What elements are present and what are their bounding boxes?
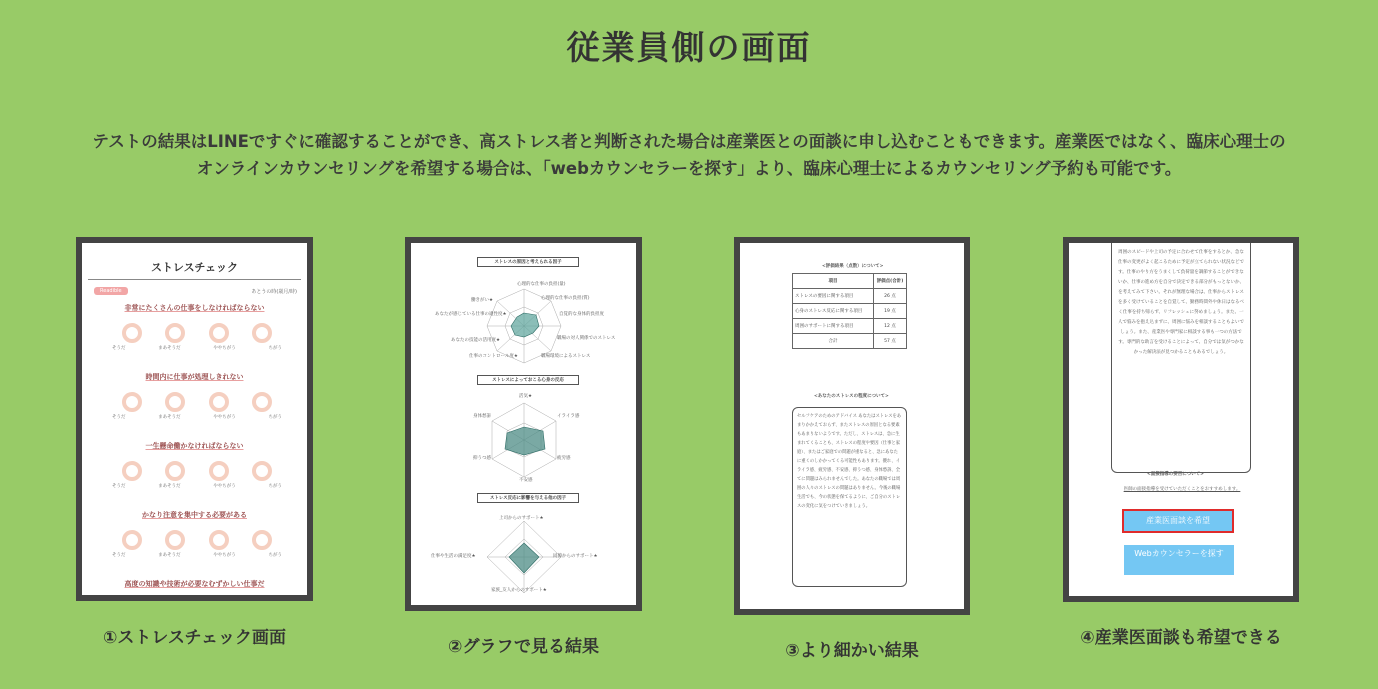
radar-label: 職場環境によるストレス: [541, 354, 591, 359]
caption-3: ③より細かい結果: [785, 641, 919, 661]
radio-option[interactable]: [209, 323, 229, 343]
screenshot-doctor-interview: [1063, 237, 1299, 602]
find-web-counselor-button[interactable]: Webカウンセラーを探す: [1124, 545, 1234, 575]
divider: [88, 279, 301, 280]
option-label: そうだ: [112, 346, 126, 351]
stress-check-heading: ストレスチェック: [150, 261, 239, 274]
question-2: 時間内に仕事が処理しきれない: [145, 373, 244, 381]
row-item: ストレスの要因に関する項目: [793, 289, 874, 304]
radar-label: 職場の対人関係でのストレス: [557, 336, 616, 341]
caption-2: ②グラフで見る結果: [448, 637, 599, 657]
guidance-title: <面接指導の要否について>: [1147, 472, 1204, 477]
option-label: まあそうだ: [158, 415, 181, 420]
radar-label: 仕事のコントロール度★: [469, 354, 518, 359]
section-heading-2: ストレスによっておこる心身の反応: [477, 375, 579, 385]
option-label: ちがう: [268, 484, 282, 489]
question-5: 高度の知識や技術が必要なむずかしい仕事だ: [124, 580, 265, 588]
question-4: かなり注意を集中する必要がある: [142, 511, 247, 519]
radar-label: 自覚的な身体的負担度: [559, 312, 604, 317]
radio-option[interactable]: [209, 392, 229, 412]
column-header-score: 評価点(合計): [874, 274, 907, 289]
radio-option[interactable]: [209, 461, 229, 481]
screenshot-stress-check: [76, 237, 313, 601]
score-table-title: <評価結果（点数）について>: [822, 264, 884, 269]
answer-options-4: [122, 530, 272, 550]
doctor-interview-screen: [1069, 243, 1293, 596]
option-labels-1: [112, 345, 282, 351]
radar-label: 上司からのサポート★: [499, 516, 544, 521]
radar-label: 働きがい★: [471, 298, 494, 303]
row-score: 26 点: [874, 289, 907, 304]
table-row: [793, 304, 907, 319]
option-labels-3: [112, 483, 282, 489]
table-row: [793, 319, 907, 334]
radar-label: あなたが感じている仕事の適性度★: [435, 312, 507, 317]
radio-option[interactable]: [122, 392, 142, 412]
option-label: そうだ: [112, 484, 126, 489]
row-item: 心身のストレス反応に関する項目: [793, 304, 874, 319]
answer-options-3: [122, 461, 272, 481]
radio-option[interactable]: [122, 323, 142, 343]
radar-label: 身体愁訴: [473, 414, 491, 419]
option-label: そうだ: [112, 415, 126, 420]
radar-label: 不安感: [519, 478, 533, 483]
radio-option[interactable]: [165, 323, 185, 343]
radio-option[interactable]: [252, 392, 272, 412]
radio-option[interactable]: [165, 392, 185, 412]
radar-label: 心理的な仕事の負担(質): [541, 296, 590, 301]
section-heading-3: ストレス反応に影響を与える他の因子: [477, 493, 579, 503]
option-labels-2: [112, 414, 282, 420]
radar-label: 疲労感: [557, 456, 571, 461]
row-score: 57 点: [874, 334, 907, 349]
page-title: 従業員側の画面: [566, 28, 812, 67]
radio-option[interactable]: [252, 530, 272, 550]
option-label: ややちがう: [213, 415, 236, 420]
option-label: そうだ: [112, 553, 126, 558]
screenshot-graph-result: [405, 237, 642, 611]
answer-options-1: [122, 323, 272, 343]
advice-box: [792, 407, 907, 587]
guidance-text: 医師の面接指導を受けていただくことをおすすめします。: [1123, 487, 1241, 492]
section-heading-1: ストレスの原因と考えられる因子: [477, 257, 579, 267]
radar-label: 活気★: [519, 394, 533, 399]
option-label: ややちがう: [213, 484, 236, 489]
advice-box: [1111, 243, 1251, 473]
description-line-2: オンラインカウンセリングを希望する場合は、「webカウンセラーを探す」より、臨床心理士によるカウンセリング予約も可能です。: [196, 159, 1182, 178]
request-doctor-interview-button[interactable]: 産業医面談を希望: [1122, 509, 1234, 533]
radio-option[interactable]: [209, 530, 229, 550]
score-table: [792, 273, 907, 349]
radar-label: 抑うつ感: [473, 456, 491, 461]
radar-label: 同僚からのサポート★: [553, 554, 598, 559]
question-3: 一生懸命働かなければならない: [145, 442, 244, 450]
detailed-result-screen: [740, 243, 964, 609]
table-row: [793, 334, 907, 349]
row-item: 周囲のサポートに関する項目: [793, 319, 874, 334]
option-label: ややちがう: [213, 346, 236, 351]
option-labels-4: [112, 552, 282, 558]
option-label: まあそうだ: [158, 484, 181, 489]
row-item: 合計: [793, 334, 874, 349]
column-header-item: 項目: [793, 274, 874, 289]
option-label: ちがう: [268, 415, 282, 420]
date-label: あとうの時(歳月/時): [251, 289, 297, 295]
description-line-1: テストの結果はLINEですぐに確認することができ、高ストレス者と判断された場合は産業医との面談に申し込むこともできます。産業医ではなく、臨床心理士の: [92, 132, 1286, 151]
graph-result-screen: [411, 243, 636, 605]
answer-options-2: [122, 392, 272, 412]
radio-option[interactable]: [122, 461, 142, 481]
radar-chart-1: [411, 271, 636, 381]
row-score: 12 点: [874, 319, 907, 334]
radar-label: イライラ感: [557, 414, 580, 419]
advice-text: 周囲のスピードや上司の予定に合わせて仕事をするとか、急な仕事の変更がよく起こるために予定が立てられない状況などです。仕事のやり方をうまくして負荷量を調節することができないか、仕事の進め方を自分で決定できる部分がもっとないか、を考えてみて下さい。それが無理な場合は、仕事からストレスを多く受けていることを自覚して、勤務時間外や休日はなるべく仕事を持ち帰らず、リフレッシュに努めましょう。また、一人で悩みを抱え込まずに、周囲に悩みを相談することもよいでしょう。また、産業医や専門家に相談する事も一つの方法です。専門的な助言を受けることによって、自分では気がつかなかった解決法が見つかることもあるでしょう。: [1118, 250, 1244, 355]
row-score: 19 点: [874, 304, 907, 319]
readible-tag: Readible: [94, 287, 128, 295]
question-1: 非常にたくさんの仕事をしなければならない: [124, 304, 265, 312]
radio-option[interactable]: [122, 530, 142, 550]
radio-option[interactable]: [252, 323, 272, 343]
option-label: まあそうだ: [158, 346, 181, 351]
page-description: [30, 128, 1348, 182]
screenshot-detailed-result: [734, 237, 970, 615]
caption-1: ①ストレスチェック画面: [102, 628, 287, 648]
stress-check-screen: [82, 243, 307, 595]
radar-label: 家族_友人からのサポート★: [491, 588, 547, 593]
advice-title: <あなたのストレスの程度について>: [814, 394, 889, 399]
caption-4: ④産業医面談も希望できる: [1080, 628, 1282, 648]
advice-text: セルフケアのためのアドバイス あなたはストレスをあまりかかえておらず、またストレスの原因となる要素もあまりないようです。ただし、ストレスは、急に生まれてくることも、ストレスの程度や要因（仕事と家庭）、またはご家庭での問題が重なると、急にあなたに重くのしかかってくる可能性もあります。優れ、イライラ感、疲労感、不安感、抑うつ感、身体愁訴、全てに問題はみられませんでした。あなたの職場では周囲の人々のストレスの問題はありません。今後の職場生活でも、今の状態を保てるように、ご自分のストレスの変化に気をつけていきましょう。: [797, 414, 902, 509]
option-label: ちがう: [268, 346, 282, 351]
option-label: ややちがう: [213, 553, 236, 558]
radar-label: 心理的な仕事の負担(量): [517, 282, 566, 287]
radar-label: 仕事や生活の満足度★: [431, 554, 476, 559]
radio-option[interactable]: [165, 461, 185, 481]
table-row: [793, 289, 907, 304]
radio-option[interactable]: [165, 530, 185, 550]
option-label: まあそうだ: [158, 553, 181, 558]
radio-option[interactable]: [252, 461, 272, 481]
option-label: ちがう: [268, 553, 282, 558]
radar-label: あなたの技能の活用度★: [451, 338, 501, 343]
